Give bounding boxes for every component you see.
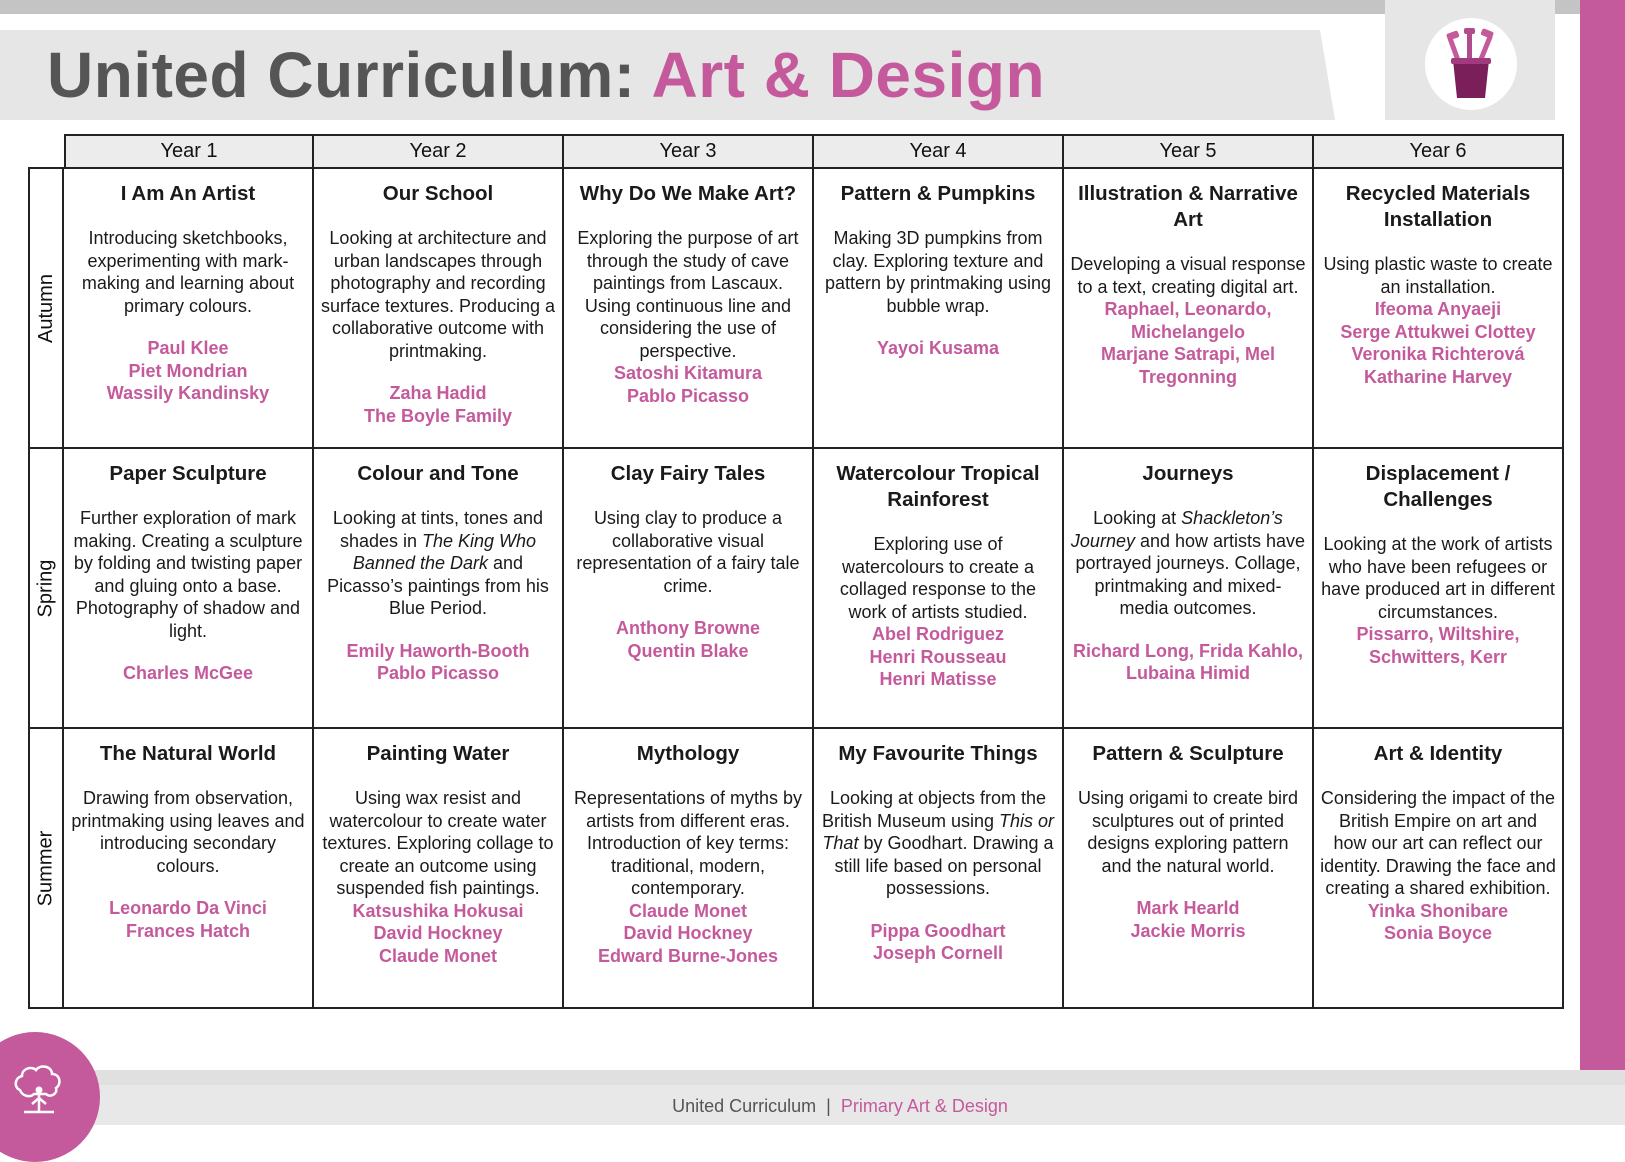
artist-name: Pablo Picasso [376, 663, 500, 683]
spacer [70, 877, 306, 897]
spacer [70, 642, 306, 662]
description-text: and Picasso’s paintings from his Blue Period. [327, 553, 549, 618]
unit-cell [62, 447, 314, 729]
unit-title: Illustration & Narrative Art [1078, 182, 1298, 231]
spacer [570, 597, 806, 617]
year-header-3: Year 3 [562, 134, 814, 169]
unit-description: Making 3D pumpkins from clay. Exploring texture and pattern by printmaking using bubble wrap. [824, 228, 1052, 316]
description-text: by Goodhart. Drawing a still life based on personal possessions. [834, 833, 1054, 898]
unit-cell [312, 167, 564, 449]
unit-description: Introducing sketchbooks, experimenting with mark-making and learning about primary colours. [81, 228, 295, 316]
unit-description: Exploring use of watercolours to create a collaged response to the work of artists studied. [839, 534, 1037, 622]
unit-title: Colour and Tone [357, 462, 519, 485]
unit-description: Using wax resist and watercolour to create water textures. Exploring collage to create an outcome using suspended fish paintings. [322, 788, 554, 898]
unit-title: Displacement / Challenges [1365, 462, 1511, 511]
unit-title: Journeys [1142, 462, 1234, 485]
artist-name: Pablo Picasso [626, 385, 750, 406]
year-header-6: Year 6 [1312, 134, 1564, 169]
spacer [320, 620, 556, 640]
spacer [320, 362, 556, 382]
artist-name: Ifeoma Anyaeji [1374, 299, 1502, 319]
unit-cell [1312, 727, 1564, 1009]
term-label-autumn [28, 167, 64, 449]
term-label-summer [28, 727, 64, 1009]
artist-name: Joseph Cornell [872, 943, 1004, 963]
artist-name: Veronika Richterová [1351, 344, 1525, 364]
artist-name: Yayoi Kusama [876, 338, 1000, 358]
artist-name: Abel Rodriguez [871, 624, 1004, 644]
unit-title: Clay Fairy Tales [610, 462, 766, 485]
unit-description: Developing a visual response to a text, creating digital art. [1070, 254, 1306, 297]
unit-title: Painting Water [366, 742, 510, 765]
unit-cell [812, 727, 1064, 1009]
title-part2: Art & Design [651, 39, 1046, 111]
description-text: Looking at tints, tones and shades in [332, 508, 544, 551]
artist-name: Quentin Blake [627, 640, 749, 661]
term-label-spring [28, 447, 64, 729]
spacer [1070, 877, 1306, 897]
term-label-text: Spring [34, 559, 57, 617]
artist-name: Leonardo Da Vinci [109, 898, 267, 918]
unit-cell [812, 447, 1064, 729]
artist-name: Claude Monet [378, 945, 497, 966]
year-header-2: Year 2 [312, 134, 564, 169]
artist-name: Wassily Kandinsky [106, 383, 270, 403]
unit-description: Drawing from observation, printmaking using leaves and introducing secondary colours. [71, 788, 305, 876]
artist-name: Yinka Shonibare [1367, 900, 1509, 921]
unit-description [320, 507, 556, 620]
unit-cell [312, 447, 564, 729]
unit-cell [1062, 167, 1314, 449]
title-part1: United Curriculum: [47, 39, 652, 111]
artist-name: Edward Burne-Jones [597, 945, 779, 966]
year-header-4: Year 4 [812, 134, 1064, 169]
tree-logo-icon [0, 1032, 100, 1162]
unit-cell [562, 727, 814, 1009]
artist-name: Serge Attukwei Clottey [1340, 321, 1536, 342]
artist-name: Charles McGee [122, 663, 254, 683]
footer-right: Primary Art & Design [840, 1096, 1008, 1116]
unit-description [820, 787, 1056, 900]
page-title [47, 34, 1045, 116]
artist-name: Katharine Harvey [1363, 366, 1513, 387]
unit-title: Why Do We Make Art? [579, 182, 797, 205]
unit-title: Art & Identity [1373, 742, 1503, 765]
footer-left: United Curriculum [672, 1096, 817, 1116]
term-label-text: Summer [34, 830, 57, 906]
book-title: This or That [822, 810, 1055, 853]
artist-name: Sonia Boyce [1383, 923, 1493, 943]
artist-name: Satoshi Kitamura [613, 363, 763, 383]
book-title: Shackleton’s Journey [1070, 508, 1283, 551]
artist-name: Piet Mondrian [128, 360, 248, 381]
unit-cell [562, 447, 814, 729]
unit-description: Looking at the work of artists who have been refugees or have produced art in different circumstances. [1321, 534, 1555, 622]
artist-name: Paul Klee [147, 338, 229, 358]
artist-name: The Boyle Family [363, 405, 513, 426]
unit-title: Pattern & Pumpkins [840, 182, 1036, 205]
unit-cell [1312, 447, 1564, 729]
footer-band [0, 1070, 1625, 1085]
unit-cell [562, 167, 814, 449]
unit-title: Pattern & Sculpture [1092, 742, 1284, 765]
unit-description: Representations of myths by artists from different eras. Introduction of key terms: traditional, modern, contemporary. [573, 788, 803, 898]
unit-cell [812, 167, 1064, 449]
unit-description: Further exploration of mark making. Creating a sculpture by folding and twisting paper and gluing onto a base. Photography of shadow and light. [73, 508, 303, 641]
right-accent-bar [1580, 0, 1625, 1085]
unit-cell [312, 727, 564, 1009]
footer-separator: | [826, 1096, 831, 1116]
spacer [1070, 620, 1306, 640]
year-header-1: Year 1 [64, 134, 314, 169]
artist-name: Mark Hearld [1136, 898, 1240, 918]
artist-name: Frances Hatch [125, 920, 251, 941]
footer-text [0, 1096, 1625, 1117]
description-text: and how artists have portrayed journeys. Collage, printmaking and mixed-media outcomes. [1075, 530, 1306, 618]
unit-title: Mythology [636, 742, 740, 765]
artist-name: Claude Monet [628, 900, 747, 921]
unit-description: Using clay to produce a collaborative visual representation of a fairy tale crime. [576, 508, 800, 596]
unit-cell [1062, 727, 1314, 1009]
unit-title: Recycled Materials Installation [1345, 182, 1531, 231]
artist-name: Katsushika Hokusai [352, 900, 524, 921]
artist-name: Pippa Goodhart [870, 920, 1006, 941]
spacer [820, 900, 1056, 920]
unit-description: Exploring the purpose of art through the study of cave paintings from Lascaux. Using continuous line and considering the use of perspective. [577, 228, 799, 361]
book-title: The King Who Banned the Dark [352, 530, 537, 573]
spacer [820, 317, 1056, 337]
artist-name: Marjane Satrapi, Mel Tregonning [1100, 344, 1276, 387]
artist-name: David Hockney [373, 923, 503, 943]
unit-cell [1312, 167, 1564, 449]
unit-title: The Natural World [99, 742, 277, 765]
unit-cell [1062, 447, 1314, 729]
artist-name: Anthony Browne [616, 618, 760, 638]
unit-description: Considering the impact of the British Empire on art and how our art can reflect our identity. Drawing the face and creating a shared exhibition. [1320, 788, 1556, 898]
grid-corner [28, 134, 64, 169]
unit-description: Looking at architecture and urban landscapes through photography and recording surface textures. Producing a collaborative outcome with printmaking. [320, 228, 556, 361]
artist-name: Emily Haworth-Booth [346, 640, 530, 661]
artist-name: Henri Matisse [879, 669, 997, 689]
artist-name: Richard Long, Frida Kahlo, Lubaina Himid [1072, 640, 1303, 683]
paintbrush-pot-icon [1425, 18, 1517, 110]
artist-name: Henri Rousseau [869, 646, 1007, 667]
spacer [70, 317, 306, 337]
unit-description: Using plastic waste to create an installation. [1323, 254, 1553, 297]
curriculum-grid [28, 134, 1564, 1009]
year-header-5: Year 5 [1062, 134, 1314, 169]
artist-name: Raphael, Leonardo, Michelangelo [1104, 299, 1272, 342]
top-strip [0, 0, 1580, 14]
unit-title: My Favourite Things [838, 742, 1038, 765]
unit-title: I Am An Artist [120, 182, 256, 205]
description-text: Looking at [1093, 508, 1182, 528]
term-label-text: Autumn [34, 273, 57, 343]
artist-name: Pissarro, Wiltshire, Schwitters, Kerr [1356, 624, 1520, 667]
artist-name: Zaha Hadid [389, 383, 487, 403]
unit-title: Our School [382, 182, 494, 205]
description-text: Looking at objects from the British Museum using [821, 788, 1047, 831]
unit-cell [62, 167, 314, 449]
unit-description [1070, 507, 1306, 620]
unit-title: Paper Sculpture [109, 462, 267, 485]
artist-name: David Hockney [623, 923, 753, 943]
unit-title: Watercolour Tropical Rainforest [836, 462, 1040, 511]
unit-description: Using origami to create bird sculptures out of printed designs exploring pattern and the natural world. [1077, 788, 1299, 876]
artist-name: Jackie Morris [1130, 920, 1246, 941]
unit-cell [62, 727, 314, 1009]
